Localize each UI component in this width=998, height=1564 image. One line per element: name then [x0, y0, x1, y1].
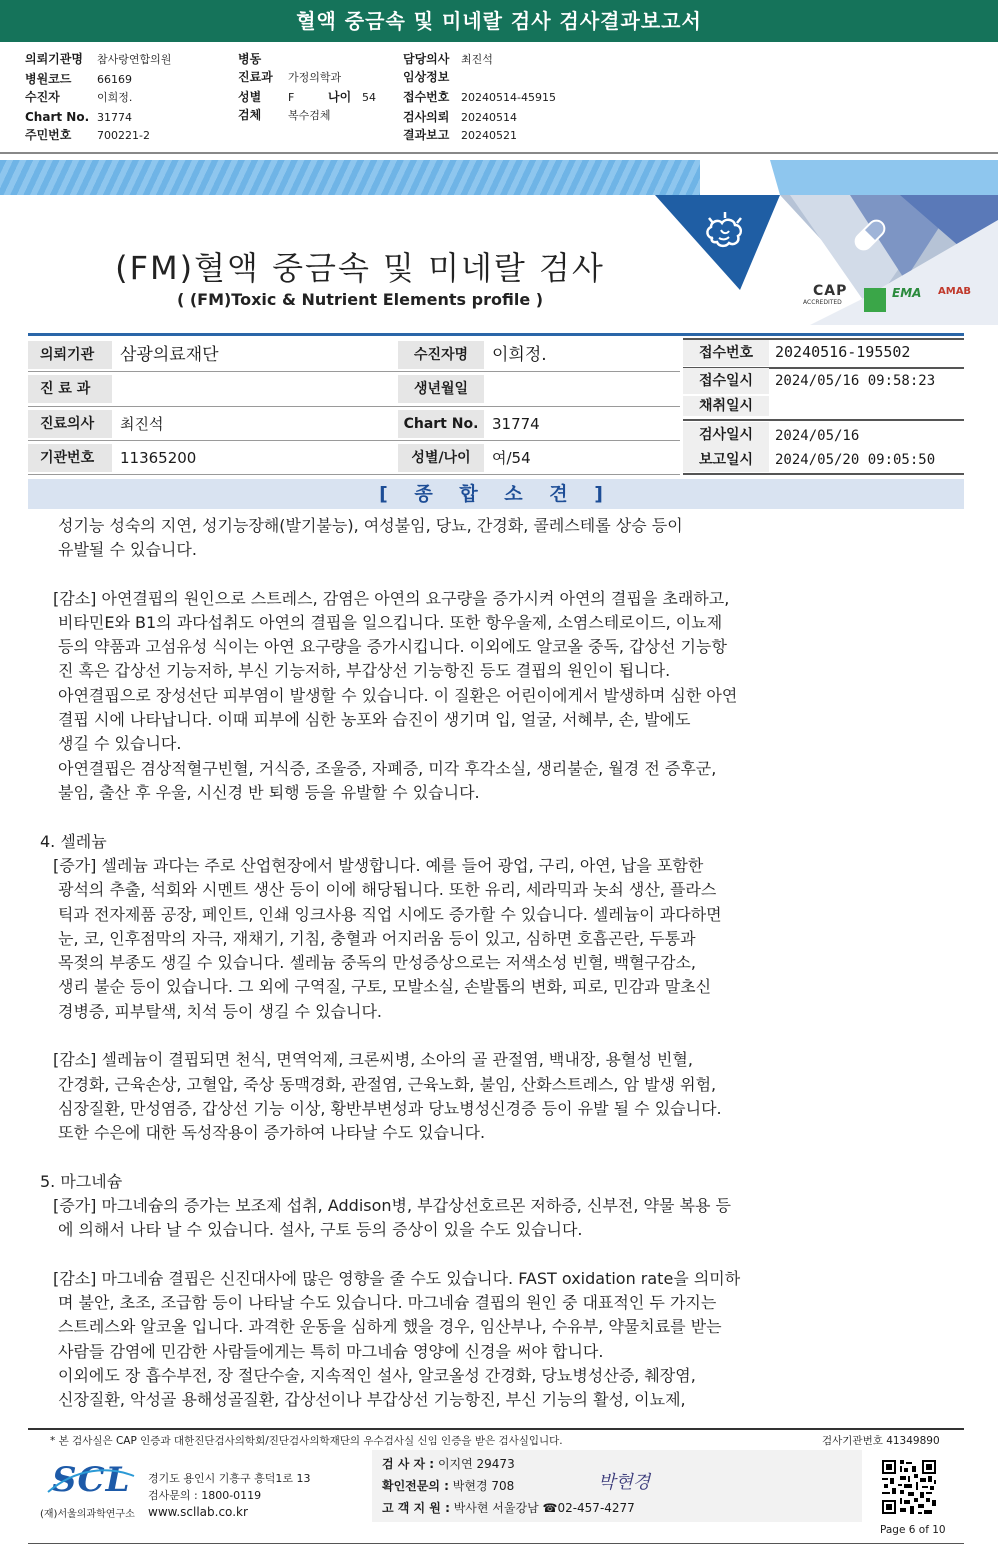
header-value: 66169 — [97, 73, 132, 86]
decorative-stripe-banner — [0, 160, 700, 195]
body-text-line: 생길 수 있습니다. — [58, 734, 182, 753]
info-value: 11365200 — [112, 444, 398, 472]
info-value: 삼광의료재단 — [112, 341, 398, 369]
physician-signature: 박현경 — [598, 1472, 651, 1493]
scl-logo: SCL — [52, 1460, 131, 1500]
info-label: 기관번호 — [28, 444, 112, 472]
table-line — [28, 406, 680, 407]
header-label: 병동 — [238, 52, 262, 66]
info-value — [484, 375, 680, 403]
bottom-divider — [28, 1543, 964, 1544]
report-title: (FM)혈액 중금속 및 미네랄 검사 — [115, 249, 605, 287]
info-label: 접수일시 — [683, 368, 769, 394]
header-label: 임상정보 — [403, 70, 450, 84]
header-row — [403, 68, 461, 86]
header-row — [25, 88, 132, 106]
info-label: 진 료 과 — [28, 375, 112, 403]
body-text-line: 목젖의 부종도 생길 수 있습니다. 셀레늄 중독의 만성증상으로는 저색소성 빈혈, 백혈구감소, — [58, 953, 696, 972]
staff-value: 이지연 29473 — [437, 1457, 515, 1471]
lab-address: 경기도 용인시 기흥구 흥덕1로 13 — [148, 1472, 311, 1485]
header-label: 성별 — [238, 90, 262, 104]
body-text-line: 또한 수은에 대한 독성작용이 증가하여 나타날 수도 있습니다. — [58, 1123, 486, 1142]
amab-logo: AMAB — [938, 286, 972, 297]
body-text-line: 사람들 감염에 민감한 사람들에게는 특히 마그네슘 영양에 신경을 써야 합니다. — [58, 1342, 604, 1361]
body-text-line: [증가] 마그네슘의 증가는 보조제 섭취, Addison병, 부갑상선호르몬 저하증, 신부전, 약물 복용 등 — [53, 1196, 731, 1215]
table-line — [28, 440, 680, 441]
body-text-line: 아연결핍으로 장성선단 피부염이 발생할 수 있습니다. 이 질환은 어린이에게서 발생하며 심한 아연 — [58, 686, 738, 705]
info-value: 2024/05/16 — [775, 428, 860, 444]
staff-row — [382, 1499, 635, 1516]
header-row — [238, 50, 288, 68]
lab-website[interactable]: www.scllab.co.kr — [148, 1505, 248, 1519]
body-text-line: 광석의 추출, 석회와 시멘트 생산 등이 이에 해당됩니다. 또한 유리, 세라믹과 놋쇠 생산, 플라스 — [58, 880, 717, 899]
header-value: 복수검체 — [288, 109, 331, 122]
body-text-line: 며 불안, 초조, 조급함 등이 나타날 수도 있습니다. 마그네슘 결핍의 원인 중 대표적인 두 가지는 — [58, 1293, 717, 1312]
header-row — [403, 50, 493, 68]
report-banner-title: 혈액 중금속 및 미네랄 검사 검사결과보고서 — [0, 0, 998, 42]
body-text-line: 이외에도 장 흡수부전, 장 절단수술, 지속적인 설사, 알코올성 간경화, 당뇨병성산증, 췌장염, — [58, 1366, 696, 1385]
staff-label: 검 사 자 : — [382, 1457, 435, 1471]
lab-org-code: 검사기관번호 41349890 — [822, 1435, 940, 1447]
header-row — [238, 88, 376, 106]
body-text-line: [감소] 아연결핍의 원인으로 스트레스, 감염은 아연의 요구량을 증가시켜 아연의 결핍을 초래하고, — [53, 589, 730, 608]
info-value: 31774 — [484, 410, 680, 438]
body-text-line: 아연결핍은 겸상적혈구빈혈, 거식증, 조울증, 자폐증, 미각 후각소실, 생리불순, 월경 전 증후군, — [58, 759, 717, 778]
header-value: 가정의학과 — [288, 71, 342, 84]
scl-logo-swoosh-icon — [46, 1462, 136, 1502]
body-text-line: [증가] 셀레늄 과다는 주로 산업현장에서 발생합니다. 예를 들어 광업, 구리, 아연, 납을 포함한 — [53, 856, 704, 875]
body-text-line: 유발될 수 있습니다. — [58, 540, 197, 559]
header-value: 최진석 — [461, 53, 493, 66]
info-label: 의뢰기관 — [28, 341, 112, 369]
header-row — [403, 88, 556, 106]
header-label: 담당의사 — [403, 52, 450, 66]
scl-org-name: (재)서울의과학연구소 — [40, 1509, 135, 1520]
body-text-line: 심장질환, 만성염증, 갑상선 기능 이상, 황반부변성과 당뇨병성신경증 등이 유발 될 수 있습니다. — [58, 1099, 722, 1118]
body-text-line: 진 혹은 갑상선 기능저하, 부신 기능저하, 부갑상선 기능항진 등도 결핍의 원인이 됩니다. — [58, 661, 671, 680]
header-row — [403, 126, 517, 144]
header-divider — [0, 152, 998, 160]
header-value: 이희정. — [97, 91, 133, 104]
certification-note: * 본 검사실은 CAP 인증과 대한진단검사의학회/진단검사의학재단의 우수검사실 신임 인증을 받은 검사실입니다. — [50, 1435, 563, 1447]
info-value: 이희정. — [484, 341, 680, 369]
body-text-line: 틱과 전자제품 공장, 페인트, 인쇄 잉크사용 직업 시에도 증가할 수 있습니다. 셀레늄이 과다하면 — [58, 905, 722, 924]
body-text-line: 비타민E와 B1의 과다섭취도 아연의 결핍을 일으킵니다. 또한 항우울제, 소염스테로이드, 이뇨제 — [58, 613, 723, 632]
info-label: Chart No. — [398, 410, 484, 438]
cap-logo-text: CAP — [813, 283, 848, 299]
body-text-line: 등의 약품과 고섬유성 식이는 아연 요구량을 증가시킵니다. 이외에도 알코올 중독, 갑상선 기능항 — [58, 637, 727, 656]
body-text-line: 4. 셀레늄 — [40, 832, 107, 851]
lm-cert-logo — [864, 288, 886, 312]
header-label: 주민번호 — [25, 128, 72, 142]
table-line — [683, 473, 964, 475]
page-number: Page 6 of 10 — [880, 1524, 946, 1536]
header-row — [403, 108, 517, 126]
table-line — [28, 474, 680, 475]
info-label: 성별/나이 — [398, 444, 484, 472]
staff-value: 박현경 708 — [452, 1479, 515, 1493]
body-text-line: 에 의해서 나타 날 수 있습니다. 설사, 구토 등의 증상이 있을 수도 있습니다. — [58, 1220, 583, 1239]
header-row — [238, 68, 341, 86]
info-value: 2024/05/16 09:58:23 — [775, 373, 936, 389]
staff-row — [382, 1455, 515, 1472]
info-label: 검사일시 — [683, 422, 769, 448]
header-label: 결과보고 — [403, 128, 450, 142]
info-value: 최진석 — [112, 410, 398, 438]
info-label: 접수번호 — [683, 340, 769, 366]
cap-logo-subtext: ACCREDITED — [803, 299, 842, 306]
header-value: 31774 — [97, 111, 132, 124]
info-value — [112, 375, 398, 403]
info-label: 채취일시 — [683, 396, 769, 416]
staff-label: 확인전문의 : — [382, 1479, 449, 1493]
body-text-line: 간경화, 근육손상, 고혈압, 죽상 동맥경화, 관절염, 근육노화, 불임, 산화스트레스, 암 발생 위험, — [58, 1075, 717, 1094]
body-text-line: 경병증, 피부탈색, 치석 등이 생길 수 있습니다. — [58, 1002, 382, 1021]
header-value: 700221-2 — [97, 129, 150, 142]
header-value: F — [288, 91, 295, 104]
ema-logo: EMA — [892, 286, 922, 300]
summary-section-title: [ 종 합 소 견 ] — [28, 479, 964, 509]
title-divider — [28, 333, 964, 336]
body-text-line: 신장질환, 악성골 용해성골질환, 갑상선이나 부갑상선 기능항진, 부신 기능의 활성, 이뇨제, — [58, 1390, 686, 1409]
staff-row — [382, 1477, 514, 1494]
footer-divider — [28, 1428, 964, 1430]
header-label: 검체 — [238, 108, 262, 122]
header-label: 의뢰기관명 — [25, 52, 83, 66]
header-value: 54 — [362, 91, 376, 104]
report-header-info — [0, 46, 998, 156]
info-value: 20240516-195502 — [775, 343, 911, 361]
header-row — [25, 70, 132, 88]
header-label: 진료과 — [238, 70, 273, 84]
body-text-line: 스트레스와 알코올 입니다. 과격한 운동을 심하게 했을 경우, 임산부나, 수유부, 약물치료를 받는 — [58, 1317, 722, 1336]
info-label: 생년월일 — [398, 375, 484, 403]
capsule-icon — [845, 210, 895, 260]
info-value: 2024/05/20 09:05:50 — [775, 452, 936, 468]
qr-code-icon — [880, 1458, 938, 1516]
header-value: 20240514-45915 — [461, 91, 556, 104]
header-label: 검사의뢰 — [403, 110, 450, 124]
body-text-line: [감소] 마그네슘 결핍은 신진대사에 많은 영향을 줄 수도 있습니다. FAST oxidation rate을 의미하 — [53, 1269, 741, 1288]
info-label: 수진자명 — [398, 341, 484, 369]
body-text-line: 눈, 코, 인후점막의 자극, 재채기, 기침, 충혈과 어지러움 등이 있고, 심하면 호흡곤란, 두통과 — [58, 929, 696, 948]
info-label: 보고일시 — [683, 448, 769, 472]
body-text-line: 결핍 시에 나타납니다. 이때 피부에 심한 농포와 습진이 생기며 입, 얼굴, 서혜부, 손, 발에도 — [58, 710, 691, 729]
staff-value: 박사현 서울강남 ☎02-457-4277 — [453, 1501, 635, 1515]
body-text-line: 5. 마그네슘 — [40, 1172, 123, 1191]
body-text-line: [감소] 셀레늄이 결핍되면 천식, 면역억제, 크론씨병, 소아의 골 관절염, 백내장, 용혈성 빈혈, — [53, 1050, 693, 1069]
header-value: 20240521 — [461, 129, 517, 142]
staff-label: 고 객 지 원 : — [382, 1501, 450, 1515]
header-row — [25, 50, 171, 68]
info-value: 여/54 — [484, 444, 680, 472]
body-text-line: 성기능 성숙의 지연, 성기능장해(발기불능), 여성불임, 당뇨, 간경화, 콜레스테롤 상승 등이 — [58, 516, 683, 535]
header-label: 나이 — [328, 90, 352, 104]
header-label: 수진자 — [25, 90, 60, 104]
body-text-line: 생리 불순 등이 있습니다. 그 외에 구역질, 구토, 모발소실, 손발톱의 변화, 피로, 민감과 말초신 — [58, 977, 712, 996]
table-line — [28, 371, 680, 372]
header-label: 접수번호 — [403, 90, 450, 104]
header-label: 병원코드 — [25, 72, 72, 86]
lab-phone: 검사문의 : 1800-0119 — [148, 1489, 262, 1502]
cap-accredited-logo — [797, 283, 857, 317]
header-row — [238, 106, 331, 124]
report-subtitle: ( (FM)Toxic & Nutrient Elements profile ) — [176, 290, 544, 309]
header-value: 참사랑연합의원 — [97, 53, 172, 66]
table-line — [683, 419, 964, 421]
body-text-line: 불임, 출산 후 우울, 시신경 반 퇴행 등을 유발할 수 있습니다. — [58, 783, 480, 802]
header-value: 20240514 — [461, 111, 517, 124]
header-row — [25, 126, 150, 144]
header-row — [25, 108, 132, 126]
header-label: Chart No. — [25, 110, 90, 124]
info-label: 진료의사 — [28, 410, 112, 438]
